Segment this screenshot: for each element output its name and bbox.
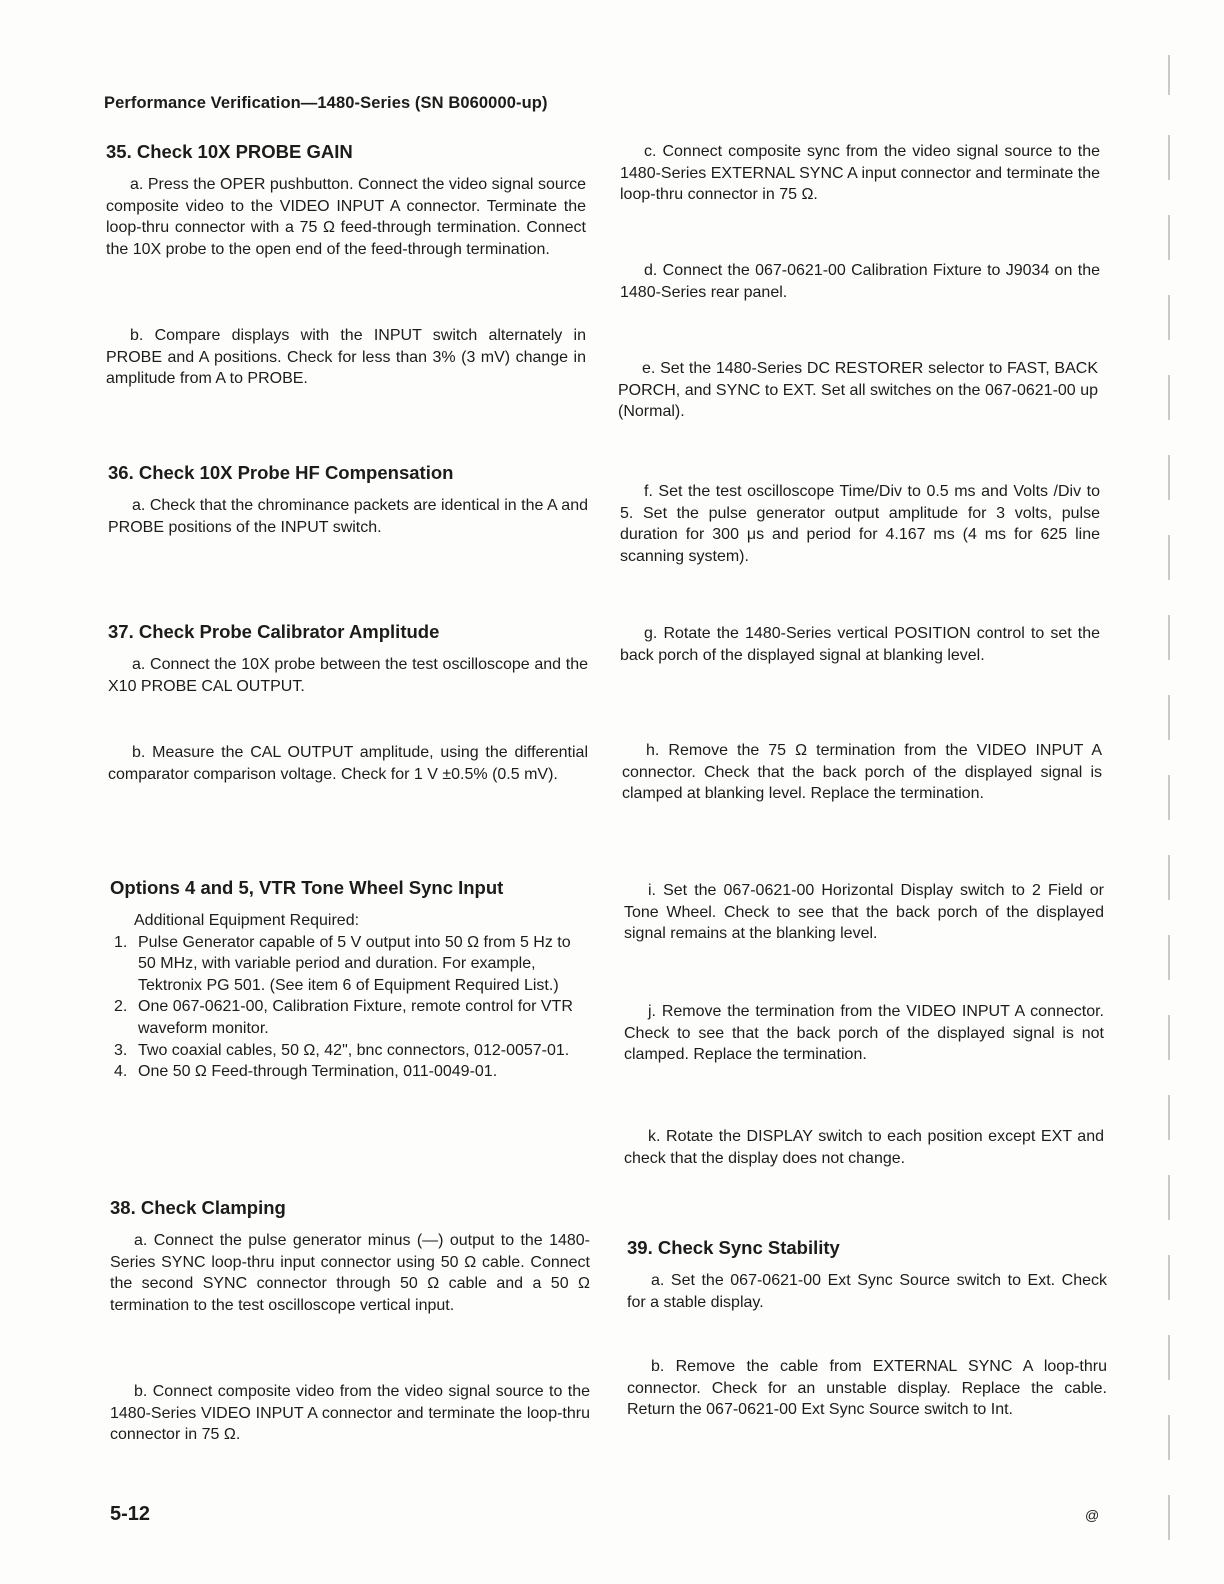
step-e (618, 358, 1098, 423)
section-39 (627, 1236, 1107, 1313)
scan-edge-mark (1168, 935, 1170, 980)
step-f-text: f. Set the test oscilloscope Time/Div to 0.5 ms and Volts /Div to 5. Set the pulse generator output amplitude for 3 volts, pulse duration for 300 μs and period for 4.167 ms (4 ms for 625 line scanning system). (620, 483, 1100, 565)
scan-edge-mark (1168, 135, 1170, 180)
section-39-b (627, 1356, 1107, 1421)
scan-edge-mark (1168, 1495, 1170, 1540)
footer-mark: @ (1085, 1507, 1100, 1523)
page-number: 5-12 (110, 1503, 151, 1525)
section-37 (108, 620, 588, 697)
running-head: Performance Verification—1480-Series (SN B060000-up) (104, 94, 548, 112)
section-35-heading: 35. Check 10X PROBE GAIN (106, 141, 353, 162)
scan-edge-mark (1168, 375, 1170, 420)
scan-edge-mark (1168, 215, 1170, 260)
scan-edge-mark (1168, 695, 1170, 740)
step-f (620, 481, 1100, 567)
step-k-text: k. Rotate the DISPLAY switch to each position except EXT and check that the display does not change. (624, 1128, 1104, 1167)
scan-edge-mark (1168, 615, 1170, 660)
step-j-text: j. Remove the termination from the VIDEO INPUT A connector. Check to see that the back porch of the displayed signal is not clamped. Replace the termination. (624, 1003, 1104, 1064)
step-e-text: e. Set the 1480-Series DC RESTORER selector to FAST, BACK PORCH, and SYNC to EXT. Set all switches on the 067-0621-00 up (Normal). (618, 360, 1098, 421)
scan-edge-mark (1168, 535, 1170, 580)
step-c-text: c. Connect composite sync from the video signal source to the 1480-Series EXTERNAL SYNC A input connector and terminate the loop-thru connector in 75 Ω. (620, 143, 1100, 204)
step-i-text: i. Set the 067-0621-00 Horizontal Display switch to 2 Field or Tone Wheel. Check to see that the back porch of the displayed signal remains at the blanking level. (624, 882, 1104, 943)
scan-edge-mark (1168, 1255, 1170, 1300)
section-35-step-b: b. Compare displays with the INPUT switch alternately in PROBE and A positions. Check for less than 3% (3 mV) change in amplitude from A to PROBE. (106, 327, 586, 388)
section-35 (106, 140, 586, 260)
step-h-text: h. Remove the 75 Ω termination from the VIDEO INPUT A connector. Check that the back porch of the displayed signal is clamped at blanking level. Replace the termination. (622, 742, 1102, 803)
scan-edge-mark (1168, 295, 1170, 340)
equipment-item: 1. Pulse Generator capable of 5 V output into 50 Ω from 5 Hz to 50 MHz, with variable period and duration. For example, Tektronix PG 501. (See item 6 of Equipment Required List.) (114, 933, 571, 994)
equipment-item: 4. One 50 Ω Feed-through Termination, 011-0049-01. (114, 1063, 498, 1081)
section-37-b (108, 742, 588, 785)
section-38 (110, 1196, 590, 1316)
equipment-item: 3. Two coaxial cables, 50 Ω, 42", bnc connectors, 012-0057-01. (114, 1041, 570, 1059)
step-d-text: d. Connect the 067-0621-00 Calibration Fixture to J9034 on the 1480-Series rear panel. (620, 262, 1100, 301)
scan-edge-mark (1168, 855, 1170, 900)
section-37-heading: 37. Check Probe Calibrator Amplitude (108, 621, 440, 642)
step-h (622, 740, 1102, 805)
section-36-step-a: a. Check that the chrominance packets are identical in the A and PROBE positions of the INPUT switch. (108, 497, 588, 536)
section-38-step-a: a. Connect the pulse generator minus (—) output to the 1480-Series SYNC loop-thru input connector using 50 Ω cable. Connect the second SYNC connector through 50 Ω cable and a 50 Ω termination to the test oscilloscope vertical input. (110, 1232, 590, 1314)
step-k (624, 1126, 1104, 1169)
scan-edge-mark (1168, 1095, 1170, 1140)
scan-edge-mark (1168, 55, 1170, 95)
section-35-b (106, 325, 586, 390)
scan-edge-mark (1168, 455, 1170, 500)
section-38-heading: 38. Check Clamping (110, 1197, 286, 1218)
section-37-step-a: a. Connect the 10X probe between the test oscilloscope and the X10 PROBE CAL OUTPUT. (108, 656, 588, 695)
equipment-intro: Additional Equipment Required: (134, 912, 360, 929)
step-d (620, 260, 1100, 303)
step-i (624, 880, 1104, 945)
step-c (620, 141, 1100, 206)
section-39-step-a: a. Set the 067-0621-00 Ext Sync Source switch to Ext. Check for a stable display. (627, 1272, 1107, 1311)
step-g-text: g. Rotate the 1480-Series vertical POSITION control to set the back porch of the displayed signal at blanking level. (620, 625, 1100, 664)
section-36 (108, 461, 588, 538)
equipment-item: 2. One 067-0621-00, Calibration Fixture, remote control for VTR waveform monitor. (114, 998, 573, 1037)
scan-edge-mark (1168, 1415, 1170, 1460)
scan-edge-mark (1168, 1335, 1170, 1380)
scan-edge-mark (1168, 775, 1170, 820)
section-39-step-b: b. Remove the cable from EXTERNAL SYNC A loop-thru connector. Check for an unstable display. Replace the cable. Return the 067-0621-00 Ext Sync Source switch to Int. (627, 1358, 1107, 1419)
scan-edge-mark (1168, 1175, 1170, 1220)
section-36-heading: 36. Check 10X Probe HF Compensation (108, 462, 454, 483)
section-39-heading: 39. Check Sync Stability (627, 1237, 840, 1258)
section-38-b (110, 1381, 590, 1446)
equipment-list (110, 932, 590, 1083)
scan-edge-mark (1168, 1015, 1170, 1060)
options-heading: Options 4 and 5, VTR Tone Wheel Sync Input (110, 877, 504, 898)
section-38-step-b: b. Connect composite video from the video signal source to the 1480-Series VIDEO INPUT A connector and terminate the loop-thru connector in 75 Ω. (110, 1383, 590, 1444)
step-j (624, 1001, 1104, 1066)
section-35-step-a: a. Press the OPER pushbutton. Connect the video signal source composite video to the VIDEO INPUT A connector. Terminate the loop-thru connector with a 75 Ω feed-through termination. Connect the 10X probe to the open end of the feed-through termination. (106, 176, 586, 258)
section-37-step-b: b. Measure the CAL OUTPUT amplitude, using the differential comparator comparison voltage. Check for 1 V ±0.5% (0.5 mV). (108, 744, 588, 783)
options-section (110, 876, 590, 1083)
step-g (620, 623, 1100, 666)
